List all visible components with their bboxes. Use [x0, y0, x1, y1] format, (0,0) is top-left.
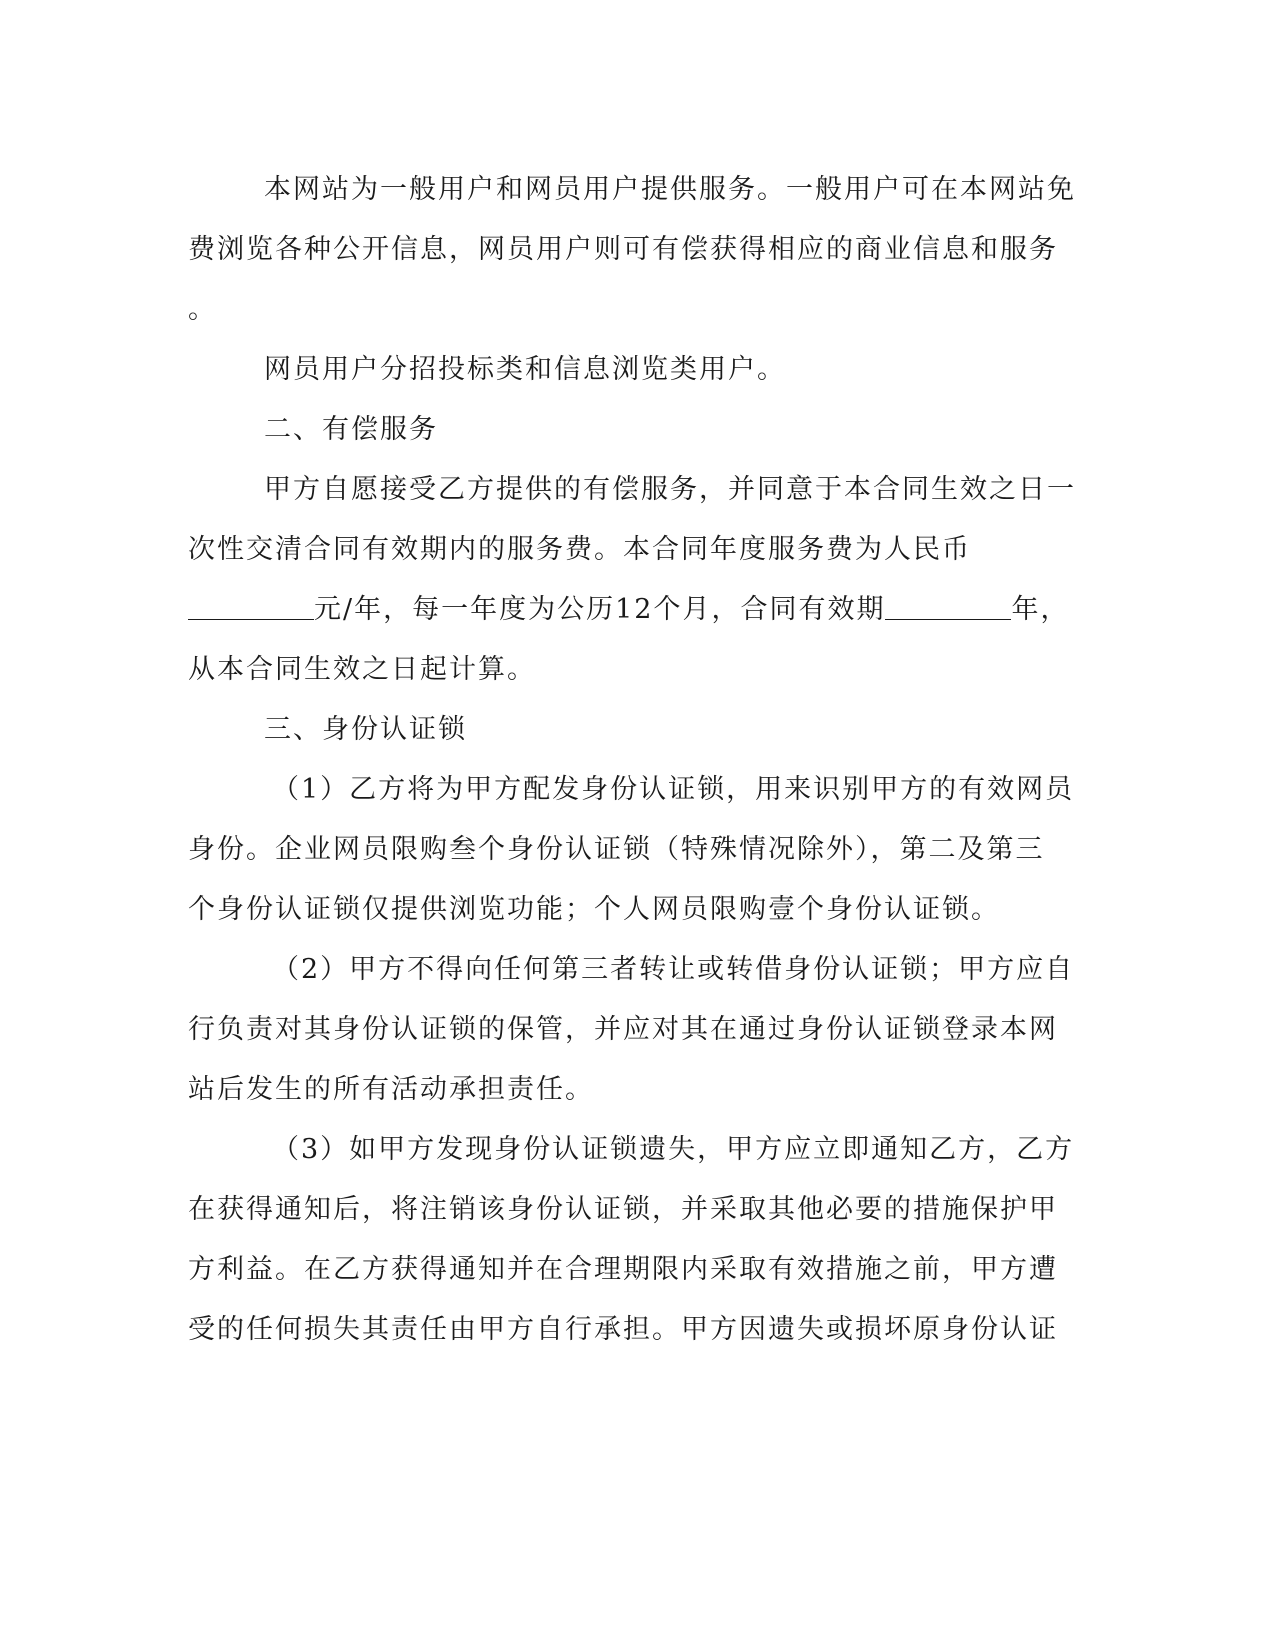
paragraph-line: 站后发生的所有活动承担责任。	[188, 1074, 594, 1105]
paragraph-line: 次性交清合同有效期内的服务费。本合同年度服务费为人民币	[188, 534, 971, 565]
paragraph-line: 行负责对其身份认证锁的保管，并应对其在通过身份认证锁登录本网	[188, 1014, 1058, 1045]
paragraph-line: 方利益。在乙方获得通知并在合理期限内采取有效措施之前，甲方遭	[188, 1254, 1058, 1285]
fee-amount-blank[interactable]	[188, 597, 314, 620]
paragraph-line: 。	[188, 294, 217, 325]
fee-text: 元/年，每一年度为公历12个月，合同有效期	[314, 594, 886, 625]
paragraph-line: 从本合同生效之日起计算。	[188, 654, 536, 685]
paragraph-line: 在获得通知后，将注销该身份认证锁，并采取其他必要的措施保护甲	[188, 1194, 1058, 1225]
paragraph-line: 本网站为一般用户和网员用户提供服务。一般用户可在本网站免	[264, 174, 1076, 205]
document-body	[188, 160, 1076, 1360]
term-unit-text: 年，	[1011, 594, 1070, 625]
paragraph-line: 受的任何损失其责任由甲方自行承担。甲方因遗失或损坏原身份认证	[188, 1314, 1058, 1345]
contract-term-blank[interactable]	[885, 597, 1011, 620]
section-heading: 二、有偿服务	[264, 414, 438, 445]
paragraph-line: （1）乙方将为甲方配发身份认证锁，用来识别甲方的有效网员	[272, 774, 1075, 805]
paragraph-line: 甲方自愿接受乙方提供的有偿服务，并同意于本合同生效之日一	[264, 474, 1076, 505]
paragraph-line: 身份。企业网员限购叁个身份认证锁（特殊情况除外），第二及第三	[188, 834, 1045, 865]
paragraph-line: 个身份认证锁仅提供浏览功能；个人网员限购壹个身份认证锁。	[188, 894, 1000, 925]
paragraph-line: 费浏览各种公开信息，网员用户则可有偿获得相应的商业信息和服务	[188, 234, 1058, 265]
paragraph-line: 网员用户分招投标类和信息浏览类用户。	[264, 354, 786, 385]
paragraph-line: （2）甲方不得向任何第三者转让或转借身份认证锁；甲方应自	[272, 954, 1075, 985]
section-heading: 三、身份认证锁	[264, 714, 467, 745]
paragraph-line: （3）如甲方发现身份认证锁遗失，甲方应立即通知乙方，乙方	[272, 1134, 1075, 1165]
paragraph-line-with-blanks	[188, 580, 1070, 640]
